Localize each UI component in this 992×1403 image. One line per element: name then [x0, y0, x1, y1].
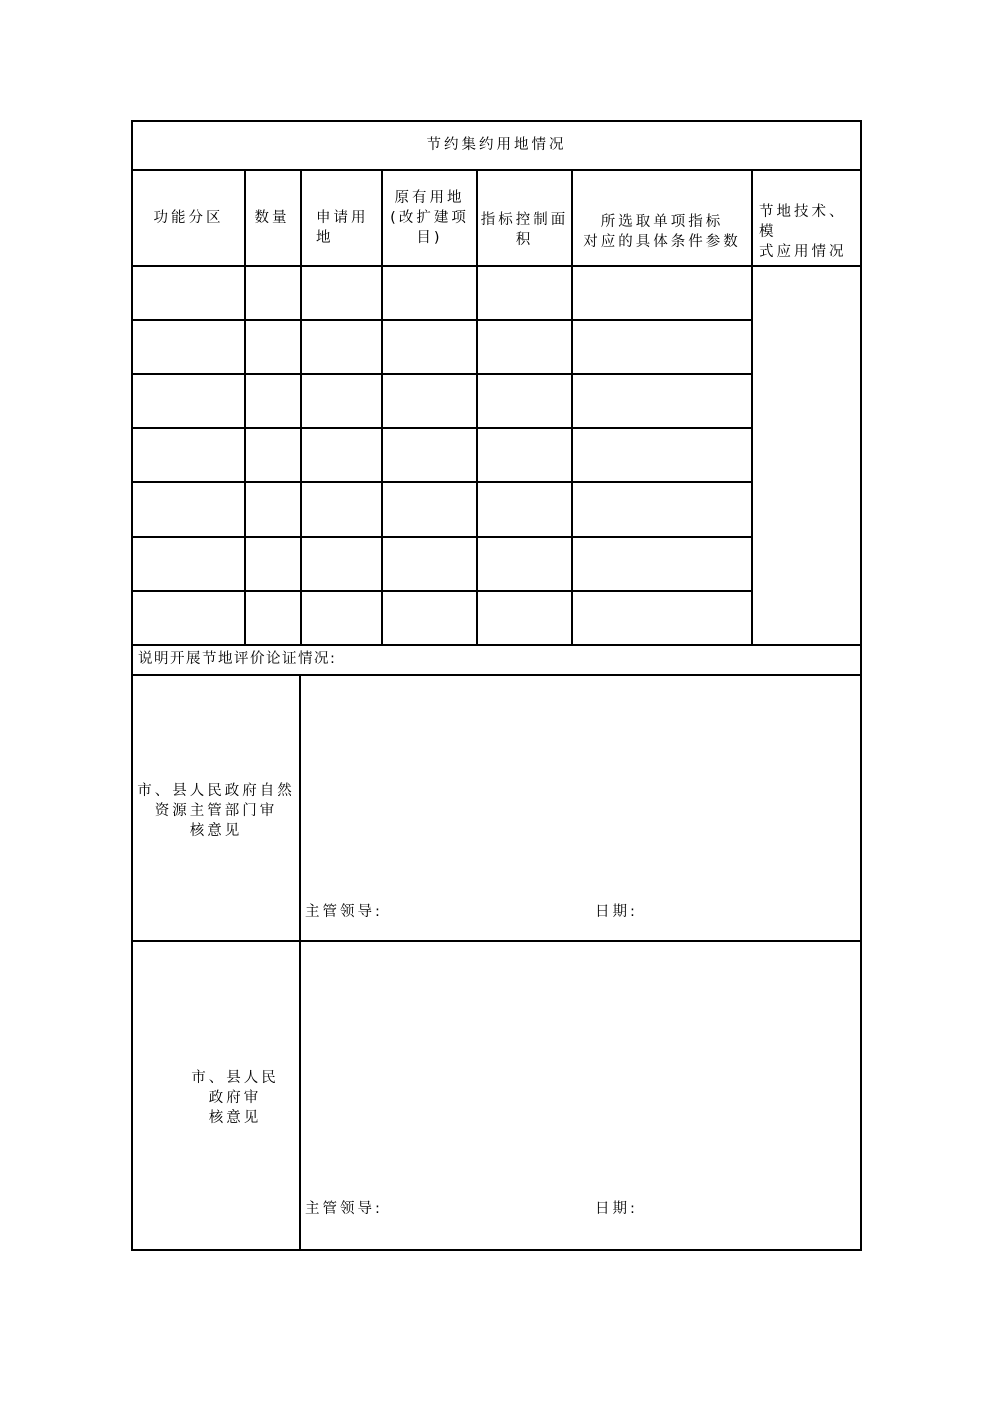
- explanation-divider: [133, 674, 860, 676]
- section2-leader-label: 主管领导:: [305, 1201, 383, 1217]
- col-divider: [476, 169, 478, 645]
- section1-label: 市、县人民政府自然 资源主管部门审 核意见: [137, 783, 295, 839]
- header-function-zone: 功能分区: [153, 210, 224, 226]
- col-divider: [571, 169, 573, 645]
- header-original-land: 原有用地 (改扩建项 目): [390, 190, 469, 246]
- row-divider: [133, 536, 752, 538]
- col-divider: [244, 169, 246, 645]
- rows-bottom-divider: [133, 644, 860, 646]
- land-use-form: [131, 120, 862, 1251]
- header-quantity: 数量: [254, 210, 290, 226]
- section2-label: 市、县人民 政府审 核意见: [191, 1070, 279, 1126]
- header-index-area: 指标控制面 积: [480, 212, 569, 248]
- form-title: 节约集约用地情况: [426, 137, 567, 153]
- section1-divider: [133, 940, 860, 942]
- header-technique: 节地技术、模 式应用情况: [759, 204, 847, 260]
- section1-leader-label: 主管领导:: [305, 904, 383, 920]
- col-divider: [381, 169, 383, 645]
- row-divider: [133, 481, 752, 483]
- header-applied-land: 申请用 地: [316, 210, 369, 246]
- col-divider: [751, 169, 753, 645]
- section1-date-label: 日期:: [595, 904, 638, 920]
- row-divider: [133, 319, 752, 321]
- section-col-divider: [299, 674, 301, 1249]
- row-divider: [133, 590, 752, 592]
- explanation-label: 说明开展节地评价论证情况:: [138, 651, 337, 667]
- row-divider: [133, 373, 752, 375]
- col-divider: [300, 169, 302, 645]
- section2-date-label: 日期:: [595, 1201, 638, 1217]
- header-condition-params: 所选取单项指标 对应的具体条件参数: [583, 214, 741, 250]
- row-divider: [133, 427, 752, 429]
